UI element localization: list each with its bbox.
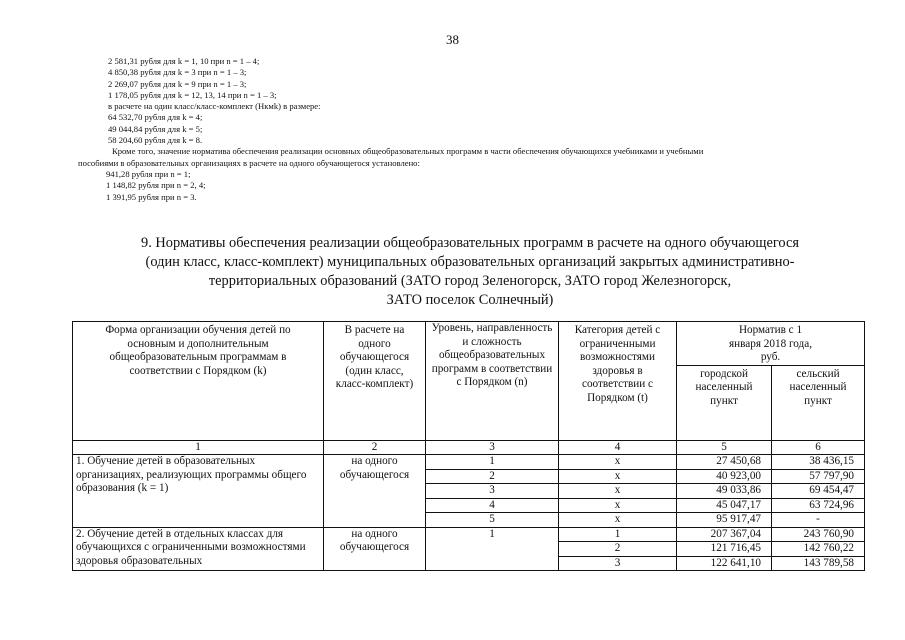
- section-title-line: ЗАТО поселок Солнечный): [386, 292, 554, 308]
- header-urban: городской населенный пункт: [677, 365, 772, 440]
- urban-value: 27 450,68: [677, 455, 772, 470]
- column-number: 6: [772, 440, 865, 455]
- intro-line: 58 204,60 рубля для k = 8.: [108, 135, 203, 146]
- rural-value: 243 760,90: [772, 527, 865, 542]
- header-level: Уровень, направленность и сложность общеобразовательных программ в соответствии с Порядком (n): [426, 322, 559, 441]
- form-cell: 1. Обучение детей в образовательных организациях, реализующих программы общего образования (k = 1): [73, 455, 324, 528]
- column-number: 2: [324, 440, 426, 455]
- urban-value: 49 033,86: [677, 484, 772, 499]
- table-row: [73, 455, 865, 470]
- rural-value: 143 789,58: [772, 556, 865, 571]
- intro-line: в расчете на один класс/класс-комплект (Нкмk) в размере:: [108, 101, 321, 112]
- category-cell: 1: [559, 527, 677, 542]
- intro-line: 2 269,07 рубля для k = 9 при n = 1 – 3;: [108, 78, 247, 89]
- rural-value: 38 436,15: [772, 455, 865, 470]
- norms-table: [72, 321, 865, 571]
- header-form: Форма организации обучения детей по основным и дополнительным общеобразовательным программам в соответствии с Порядком (k): [73, 322, 324, 441]
- column-number-row: [73, 440, 865, 455]
- section-title-line: 9. Нормативы обеспечения реализации общеобразовательных программ в расчете на одного обучающегося: [141, 235, 799, 251]
- category-cell: х: [559, 498, 677, 513]
- column-number: 1: [73, 440, 324, 455]
- column-number: 4: [559, 440, 677, 455]
- header-rural: сельский населенный пункт: [772, 365, 865, 440]
- level-cell: 4: [426, 498, 559, 513]
- header-norm-group: Норматив с 1 января 2018 года, руб.: [677, 322, 865, 366]
- rural-value: 57 797,90: [772, 469, 865, 484]
- column-number: 3: [426, 440, 559, 455]
- paragraph-first-line: Кроме того, значение норматива обеспечения реализации основных общеобразовательных программ в части обеспечения обучающихся учебниками и учебными: [112, 146, 704, 157]
- urban-value: 207 367,04: [677, 527, 772, 542]
- section-title-line: (один класс, класс-комплект) муниципальных образовательных организаций закрытых административно-: [145, 254, 795, 270]
- basis-cell: на одного обучающегося: [324, 527, 426, 571]
- header-basis: В расчете на одного обучающегося (один класс, класс-комплект): [324, 322, 426, 441]
- intro-text: [78, 56, 868, 203]
- category-cell: 3: [559, 556, 677, 571]
- header-row: [73, 322, 865, 366]
- intro-line: 2 581,31 рубля для k = 1, 10 при n = 1 – 4;: [108, 56, 260, 66]
- urban-value: 95 917,47: [677, 513, 772, 528]
- basis-cell: на одного обучающегося: [324, 455, 426, 528]
- paragraph-continuation: пособиями в образовательных организациях в расчете на одного обучающегося установлено:: [78, 157, 420, 168]
- page-number: 38: [446, 32, 459, 47]
- textbook-line: 1 148,82 рубля при n = 2, 4;: [106, 180, 206, 191]
- header-category: Категория детей с ограниченными возможностями здоровья в соответствии с Порядком (t): [559, 322, 677, 441]
- column-number: 5: [677, 440, 772, 455]
- urban-value: 40 923,00: [677, 469, 772, 484]
- category-cell: х: [559, 484, 677, 499]
- level-cell: 1: [426, 527, 559, 571]
- rural-value: -: [772, 513, 865, 528]
- level-cell: 1: [426, 455, 559, 470]
- level-cell: 2: [426, 469, 559, 484]
- rural-value: 63 724,96: [772, 498, 865, 513]
- section-title: [90, 234, 850, 310]
- intro-line: 1 178,05 рубля для k = 12, 13, 14 при n = 1 – 3;: [108, 89, 277, 100]
- textbook-line: 941,28 рубля при n = 1;: [106, 168, 191, 179]
- urban-value: 45 047,17: [677, 498, 772, 513]
- textbook-line: 1 391,95 рубля при n = 3.: [106, 191, 197, 202]
- rural-value: 142 760,22: [772, 542, 865, 557]
- intro-line: 49 044,84 рубля для k = 5;: [108, 123, 203, 134]
- table-row: [73, 527, 865, 542]
- urban-value: 122 641,10: [677, 556, 772, 571]
- urban-value: 121 716,45: [677, 542, 772, 557]
- category-cell: 2: [559, 542, 677, 557]
- intro-line: 64 532,70 рубля для k = 4;: [108, 112, 203, 123]
- category-cell: х: [559, 469, 677, 484]
- section-title-line: территориальных образований (ЗАТО город Зеленогорск, ЗАТО город Железногорск,: [208, 273, 732, 289]
- level-cell: 3: [426, 484, 559, 499]
- category-cell: х: [559, 513, 677, 528]
- category-cell: х: [559, 455, 677, 470]
- form-cell: 2. Обучение детей в отдельных классах для обучающихся с ограниченными возможностями здоровья образовательных: [73, 527, 324, 571]
- intro-line: 4 850,38 рубля для k = 3 при n = 1 – 3;: [108, 67, 247, 78]
- level-cell: 5: [426, 513, 559, 528]
- rural-value: 69 454,47: [772, 484, 865, 499]
